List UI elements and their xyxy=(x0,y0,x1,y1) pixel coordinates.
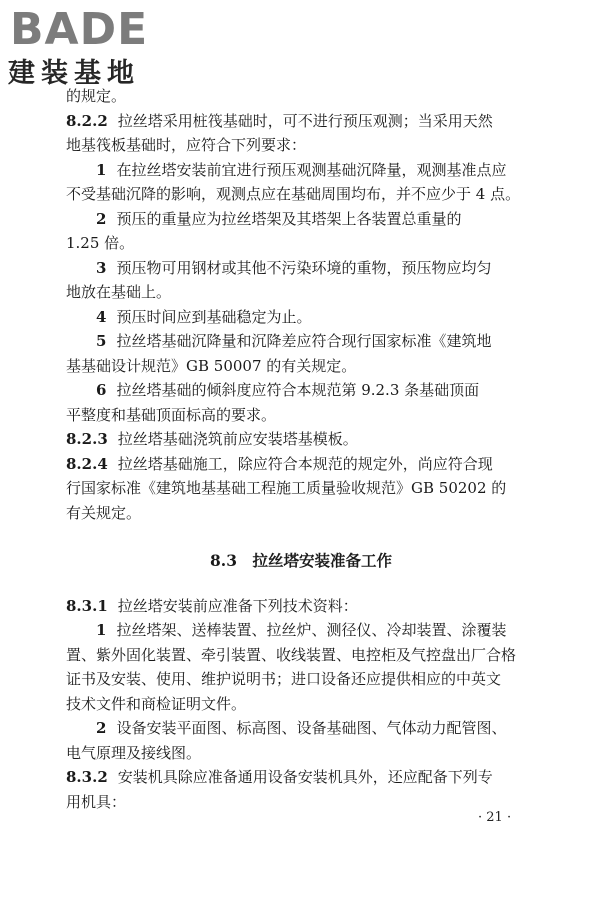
text-line xyxy=(66,182,536,207)
text-line xyxy=(66,231,536,256)
text-line xyxy=(66,501,536,526)
document-body xyxy=(66,84,536,814)
text-line xyxy=(66,618,536,643)
text-line xyxy=(66,329,536,354)
clause-number: 2 xyxy=(96,719,107,737)
text-line xyxy=(66,280,536,305)
line-text: 拉丝塔基础的倾斜度应符合本规范第 9.2.3 条基础顶面 xyxy=(116,381,480,399)
clause-number: 8.2.2 xyxy=(66,111,108,130)
line-text: 设备安装平面图、标高图、设备基础图、气体动力配管图、 xyxy=(116,719,507,737)
text-line xyxy=(66,378,536,403)
text-line xyxy=(66,667,536,692)
line-text: 安装机具除应准备通用设备安装机具外，还应配备下列专 xyxy=(117,768,493,786)
text-line xyxy=(66,403,536,428)
line-text: 电气原理及接线图。 xyxy=(66,743,202,762)
section-8-3-text xyxy=(66,594,536,815)
text-line xyxy=(66,452,536,477)
text-line xyxy=(66,741,536,766)
line-text: 1.25 倍。 xyxy=(66,234,135,252)
text-line xyxy=(66,305,536,330)
line-text: 预压物可用钢材或其他不污染环境的重物，预压物应均匀 xyxy=(116,258,492,277)
line-text: 拉丝塔基础沉降量和沉降差应符合现行国家标准《建筑地 xyxy=(116,332,492,350)
line-text: 地基筏板基础时，应符合下列要求： xyxy=(66,136,307,154)
line-text: 证书及安装、使用、维护说明书；进口设备还应提供相应的中英文 xyxy=(66,670,502,688)
line-text: 拉丝塔基础浇筑前应安装塔基模板。 xyxy=(117,430,358,448)
clause-number: 8.3.1 xyxy=(66,596,108,615)
line-text: 基基础设计规范》GB 50007 的有关规定。 xyxy=(66,356,357,375)
line-text: 的规定。 xyxy=(66,87,127,105)
line-text: 地放在基础上。 xyxy=(66,283,172,301)
text-line xyxy=(66,207,536,232)
clause-number: 1 xyxy=(96,621,107,639)
text-line xyxy=(66,716,536,741)
line-text: 置、紫外固化装置、牵引装置、收线装置、电控柜及气控盘出厂合格 xyxy=(66,645,517,664)
text-line xyxy=(66,158,536,183)
clause-number: 4 xyxy=(96,307,107,326)
text-line xyxy=(66,692,536,717)
clause-number: 1 xyxy=(96,160,107,179)
line-text: 行国家标准《建筑地基基础工程施工质量验收规范》GB 50202 的 xyxy=(66,479,507,497)
clause-number: 3 xyxy=(96,258,107,277)
line-text: 预压的重量应为拉丝塔架及其塔架上各装置总重量的 xyxy=(116,209,462,228)
bade-logo xyxy=(8,4,183,92)
line-text: 拉丝塔采用桩筏基础时，可不进行预压观测；当采用天然 xyxy=(117,111,493,130)
text-line xyxy=(66,427,536,452)
line-text: 拉丝塔架、送棒装置、拉丝炉、测径仪、冷却装置、涂覆装 xyxy=(116,621,507,639)
clause-number: 8.2.4 xyxy=(66,454,108,473)
clause-number: 6 xyxy=(96,381,107,399)
text-line xyxy=(66,790,536,815)
clause-number: 5 xyxy=(96,332,107,350)
text-line xyxy=(66,109,536,134)
clause-number: 2 xyxy=(96,209,107,228)
line-text: 技术文件和商检证明文件。 xyxy=(66,694,247,713)
line-text: 不受基础沉降的影响，观测点应在基础周围均布，并不应少于 4 点。 xyxy=(66,185,521,203)
logo-chinese-name: 建装基地 xyxy=(8,58,140,89)
line-text: 拉丝塔安装前应准备下列技术资料： xyxy=(117,596,358,615)
logo-wordmark: BADE xyxy=(10,4,149,55)
text-line xyxy=(66,133,536,158)
text-line xyxy=(66,256,536,281)
line-text: 在拉丝塔安装前宜进行预压观测基础沉降量，观测基准点应 xyxy=(116,160,507,179)
text-line xyxy=(66,594,536,619)
line-text: 用机具： xyxy=(66,792,127,811)
page-number: · 21 · xyxy=(478,810,512,825)
text-line xyxy=(66,476,536,501)
clause-number: 8.3.2 xyxy=(66,768,108,786)
text-line xyxy=(66,354,536,379)
clause-number: 8.2.3 xyxy=(66,430,108,448)
line-text: 有关规定。 xyxy=(66,503,142,522)
text-line xyxy=(66,643,536,668)
line-text: 拉丝塔基础施工，除应符合本规范的规定外，尚应符合现 xyxy=(117,454,493,473)
text-line xyxy=(66,84,536,109)
section-8-2-text xyxy=(66,84,536,525)
line-text: 平整度和基础顶面标高的要求。 xyxy=(66,405,277,424)
text-line xyxy=(66,765,536,790)
line-text: 预压时间应到基础稳定为止。 xyxy=(116,307,312,326)
section-heading: 8.3 拉丝塔安装准备工作 xyxy=(210,551,392,570)
